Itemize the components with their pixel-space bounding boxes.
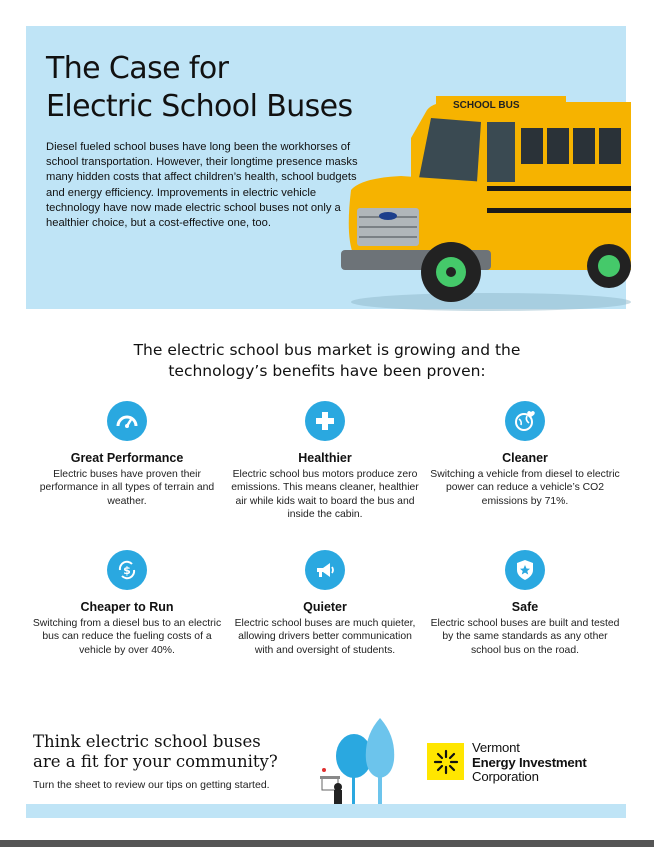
benefit-text: Electric buses have proven their performance in all types of terrain and weather.	[39, 469, 215, 507]
school-bus-image	[341, 90, 631, 312]
svg-text:$: $	[123, 564, 131, 577]
cta-heading-line-2: are a fit for your community?	[33, 752, 278, 771]
cta-heading-line-1: Think electric school buses	[33, 732, 261, 751]
benefit-great-performance	[32, 401, 222, 508]
cta-heading	[33, 732, 333, 772]
benefit-cleaner	[430, 401, 620, 508]
benefit-healthier	[230, 401, 420, 522]
title-line-1: The Case for	[46, 51, 229, 86]
logo-line-1: Vermont	[472, 740, 520, 755]
veic-logo-text	[472, 741, 587, 785]
trees-illustration	[318, 718, 398, 808]
logo-line-3: Corporation	[472, 769, 539, 784]
benefit-quieter	[230, 550, 420, 657]
hero-banner	[26, 26, 626, 309]
benefit-text: Electric school bus motors produce zero emissions. This means cleaner, healthier air while kids wait to board the bus and inside the cabin.	[231, 469, 419, 521]
globe-heart-icon	[505, 401, 545, 441]
benefit-cheaper-to-run	[32, 550, 222, 657]
footer-bar	[26, 804, 626, 818]
benefit-text: Switching from a diesel bus to an electric bus can reduce the fueling costs of a vehicle by over 40%.	[32, 618, 222, 656]
logo-line-2: Energy Investment	[472, 754, 587, 770]
gauge-icon	[107, 401, 147, 441]
page-edge	[0, 840, 654, 847]
cta-subtitle: Turn the sheet to review our tips on getting started.	[33, 779, 270, 791]
benefits-heading-line-1: The electric school bus market is growing and the	[133, 341, 521, 359]
bus-sign-text: SCHOOL BUS	[453, 100, 520, 111]
veic-logo-mark	[427, 743, 464, 780]
benefit-text: Electric school buses are much quieter, allowing drivers better communication with and oversight of students.	[234, 618, 416, 656]
benefit-title: Quieter	[303, 600, 347, 614]
benefits-heading-line-2: technology’s benefits have been proven:	[168, 362, 486, 380]
megaphone-icon	[305, 550, 345, 590]
benefit-safe	[430, 550, 620, 657]
intro-paragraph: Diesel fueled school buses have long been the workhorses of school transportation. However, their longtime presence masks many hidden costs that affect children’s health, school budgets and energy efficiency. Improvements in electric vehicle technology have now made electric school buses not only a healthier choice, but a cost-effective one, too.	[46, 141, 358, 230]
benefits-heading	[0, 340, 654, 382]
dollar-arrows-icon	[107, 550, 147, 590]
benefit-text: Switching a vehicle from diesel to electric power can reduce a vehicle’s CO2 emissions by 71%.	[430, 469, 620, 507]
benefit-title: Safe	[511, 600, 539, 614]
benefit-title: Great Performance	[70, 451, 184, 465]
shield-star-icon	[505, 550, 545, 590]
benefit-text: Electric school buses are built and tested by the same standards as any other school bus on the road.	[430, 618, 620, 656]
title-line-2: Electric School Buses	[46, 89, 353, 124]
benefit-title: Healthier	[298, 451, 352, 465]
medical-cross-icon	[305, 401, 345, 441]
benefit-title: Cheaper to Run	[80, 600, 174, 614]
benefit-title: Cleaner	[502, 451, 548, 465]
